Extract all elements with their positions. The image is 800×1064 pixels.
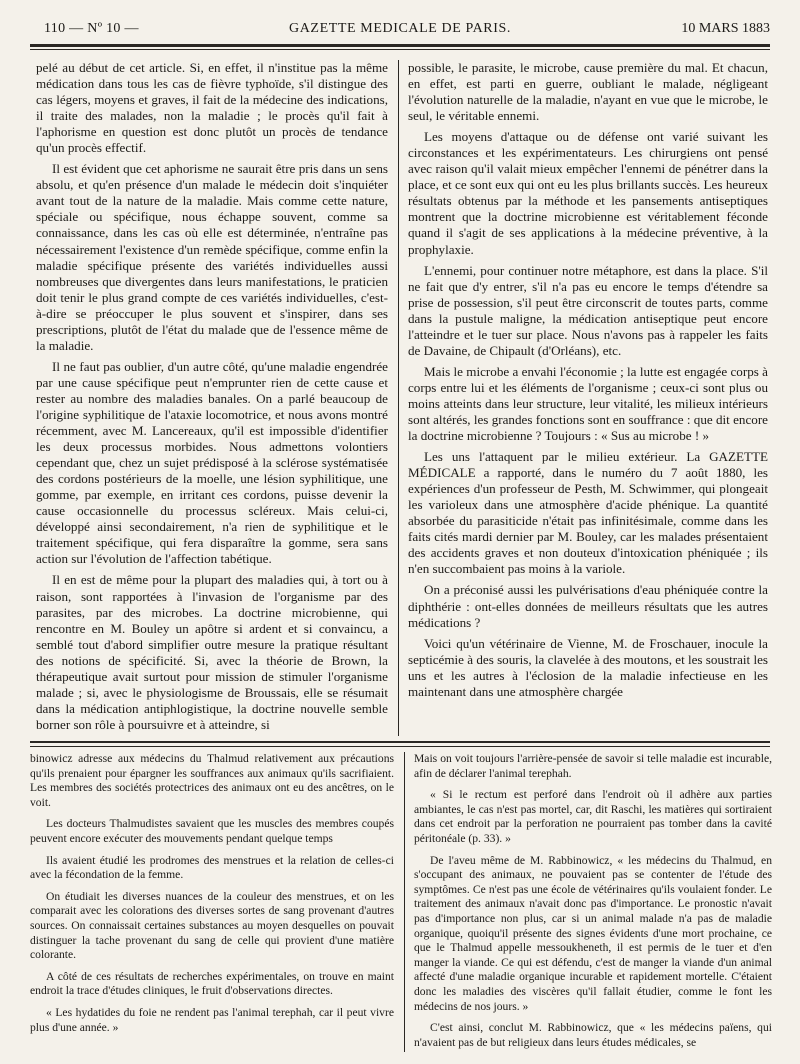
journal-title: GAZETTE MEDICALE DE PARIS. xyxy=(289,21,511,36)
paragraph: Ils avaient étudié les prodromes des menstrues et la relation de celles-ci avec la fécondation de la femme. xyxy=(30,853,394,882)
paragraph: Mais le microbe a envahi l'économie ; la lutte est engagée corps à corps entre lui et les éléments de l'organisme ; ceux-ci sont plus ou moins atteints dans leur structure, leur vitalité, les milieux intérieurs sont altérés, les grandes fonctions sont en souffrance : que dit encore la doctrine microbienne ? Toujours : « Sus au microbe ! » xyxy=(408,363,768,444)
paragraph: « Les hydatides du foie ne rendent pas l'animal terephah, car il peut vivre plus d'une année. » xyxy=(30,1005,394,1034)
paragraph: Il ne faut pas oublier, d'un autre côté, qu'une maladie engendrée par une cause spécifique peut n'emprunter rien de cette cause et rester au nombre des maladies banales. On a parlé beaucoup de l'origine syphilitique de l'ataxie locomotrice, et nous avons montré récemment, avec M. Lancereaux, qu'il est impossible d'identifier les deux processus morbides. Nous admettons volontiers cependant que, chez un sujet prédisposé à la sclérose systématisée des cordons postérieurs de la moelle, une lésion syphilitique, une gomme, par exemple, en irritant ces cordons, puisse devenir la cause occasionnelle du processus scléreux. Mais celui-ci, développé ainsi secondairement, n'a rien de syphilitique et le traitement spécifique, qui fera disparaître la gomme, sera sans action sur l'évolution de l'affection tabétique. xyxy=(36,358,388,567)
paragraph: A côté de ces résultats de recherches expérimentales, on trouve en maint endroit la trace d'études cliniques, le fruit d'observations directes. xyxy=(30,969,394,998)
paragraph: pelé au début de cet article. Si, en effet, il n'institue pas la même médication dans tous les cas de fièvre typhoïde, s'il distingue des cas légers, moyens et graves, il fait de la médecine des indications, il traite des malades, non la maladie ; le procès qu'il fait à l'aphorisme en question est donc plutôt un procès de tendance qu'un procès effectif. xyxy=(36,60,388,156)
column-bottom-left xyxy=(30,752,394,1052)
paragraph: « Si le rectum est perforé dans l'endroit où il adhère aux parties ambiantes, le cas n'est pas mortel, car, dit Raschi, les matières qui sortiraient dans cet endroit par la perforation ne pourraient pas tomber dans la cavité péritonéale (p. 33). » xyxy=(414,788,772,845)
paragraph: Il en est de même pour la plupart des maladies qui, à tort ou à raison, sont rapportées à l'invasion de l'organisme par des parasites, par des microbes. La doctrine microbienne, qui rencontre en M. Bouley un apôtre si ardent et si convaincu, a semblé tout d'abord simplifier outre mesure la pratique résultant des notions de spécificité. Si, avec la théorie de Brown, la thérapeutique avait surtout pour mission de stimuler l'organisme malade ; si, avec le physiologisme de Broussais, elle se résumait dans la médication antiphlogistique, la doctrine nouvelle semble borner son rôle à poursuivre et à atteindre, si xyxy=(36,572,388,732)
paragraph: Voici qu'un vétérinaire de Vienne, M. de Froschauer, inocule la septicémie à des souris, la clavelée à des moutons, et les soustrait les uns et les autres à l'éclosion de la maladie infectieuse en les maintenant dans une atmosphère chargée xyxy=(408,635,768,699)
paragraph: On a préconisé aussi les pulvérisations d'eau phéniquée contre la diphthérie : ont-elles données de meilleurs résultats que les autres médications ? xyxy=(408,582,768,630)
column-bottom-right xyxy=(414,752,772,1052)
column-divider-bottom xyxy=(404,752,405,1052)
feuilleton-rule-thick xyxy=(30,741,770,743)
header-rule-thick xyxy=(30,44,770,47)
issue-date: 10 MARS 1883 xyxy=(681,21,770,36)
page-number: 110 — Nº 10 — xyxy=(44,21,139,36)
paragraph: De l'aveu même de M. Rabbinowicz, « les médecins du Thalmud, en s'occupant des animaux, ne pouvaient pas se contenter de l'étude des symptômes. Ce n'est pas une école de vétérinaires qu'ils voulaient fonder. Le traitement des animaux n'avait donc pas d'importance. Le pronostic n'avait pas d'importance non plus, car si un animal malade n'a pas de maladie organique, quoiqu'il présente des signes évidents d'une mort prochaine, ce que le Thalmud appelle messoukheneth, il est permis de le tuer et d'en manger la viande. Ce qui est défendu, c'est de manger la viande d'un animal affecté d'une maladie organique incurable et rapidement mortelle. C'étaient donc les maladies des viscères qu'il fallait étudier, comme le font les médecins de nos jours. » xyxy=(414,853,772,1013)
paragraph: possible, le parasite, le microbe, cause première du mal. Et chacun, en effet, est parti en guerre, oubliant le malade, négligeant l'évolution naturelle de la maladie, n'ayant en vue que le microbe, le seul, le véritable ennemi. xyxy=(408,60,768,124)
paragraph: L'ennemi, pour continuer notre métaphore, est dans la place. S'il ne fait que d'y entrer, s'il n'a pas eu encore le temps d'étendre sa prise de possession, s'il peut être circonscrit de toutes parts, comme dans la pustule maligne, la médication antiseptique peut encore l'atteindre et le tuer sur place. Nous n'avons pas à rappeler les faits de Davaine, de Chipault (d'Orléans), etc. xyxy=(408,262,768,358)
paragraph: Il est évident que cet aphorisme ne saurait être pris dans un sens absolu, et qu'en présence d'un malade le médecin doit s'inquiéter avant tout de la nature de la maladie. Mais comme cette nature, spéciale ou spécifique, nous échappe souvent, comme sa connaissance, dans les cas où elle est déterminée, n'entraîne pas nécessairement l'existence d'un remède spécifique, comme enfin la maladie spécifique présente des variétés individuelles aussi nombreuses que divergentes dans leurs manifestations, le praticien doit tenir le plus grand compte de ces variétés individuelles, c'est-à-dire se préoccuper le plus souvent et s'inspirer, dans ses prescriptions, plutôt de l'état du malade que de l'essence même de la maladie. xyxy=(36,161,388,353)
paragraph: Les moyens d'attaque ou de défense ont varié suivant les circonstances et les expérimentateurs. Les chirurgiens ont pensé avec raison qu'il valait mieux empêcher l'ennemi de pénétrer dans la place, et ce sont eux qui ont eu les plus brillants succès. Les heureux résultats obtenus par la méthode et les pansements antiseptiques montrent que la doctrine microbienne est véritablement féconde quand il s'agit de ses applications à la médecine préventive, à la prophylaxie. xyxy=(408,129,768,257)
page-header xyxy=(30,18,770,40)
column-top-right xyxy=(408,60,768,736)
paragraph: binowicz adresse aux médecins du Thalmud relativement aux précautions qu'ils prenaient pour épargner les souffrances aux animaux qu'ils sacrifiaient. Les membres des sociétés protectrices des animaux ont eu des ancêtres, on le voit. xyxy=(30,752,394,809)
feuilleton-rule-thin xyxy=(30,746,770,747)
paragraph: On étudiait les diverses nuances de la couleur des menstrues, et on les comparait avec les colorations des diverses sortes de sang provenant d'autres sources. On connaissait certaines substances au moyen desquelles on pouvait distinguer la tache provenant du sang de celle qui provient d'une matière colorante. xyxy=(30,889,394,962)
column-top-left xyxy=(36,60,388,736)
paragraph: C'est ainsi, conclut M. Rabbinowicz, que « les médecins païens, qui n'avaient pas de but religieux dans leurs études médicales, se xyxy=(414,1021,772,1049)
column-divider-top xyxy=(398,60,399,736)
paragraph: Mais on voit toujours l'arrière-pensée de savoir si telle maladie est incurable, afin de déclarer l'animal terephah. xyxy=(414,752,772,780)
paragraph: Les docteurs Thalmudistes savaient que les muscles des membres coupés peuvent encore exécuter des mouvements pendant quelque temps xyxy=(30,817,394,845)
paragraph: Les uns l'attaquent par le milieu extérieur. La GAZETTE MÉDICALE a rapporté, dans le numéro du 7 août 1880, les expériences d'un professeur de Pesth, M. Schwimmer, qui plongeait les varioleux dans une atmosphère d'acide phénique. La quantité absorbée du parasiticide n'était pas infinitésimale, comme dans les faits cités mardi dernier par M. Bouley, car les malades présentaient des accidents graves et non douteux d'intoxication phéniquée ; ils n'en succombaient pas moins à la variole. xyxy=(408,449,768,577)
header-rule-thin xyxy=(30,49,770,50)
